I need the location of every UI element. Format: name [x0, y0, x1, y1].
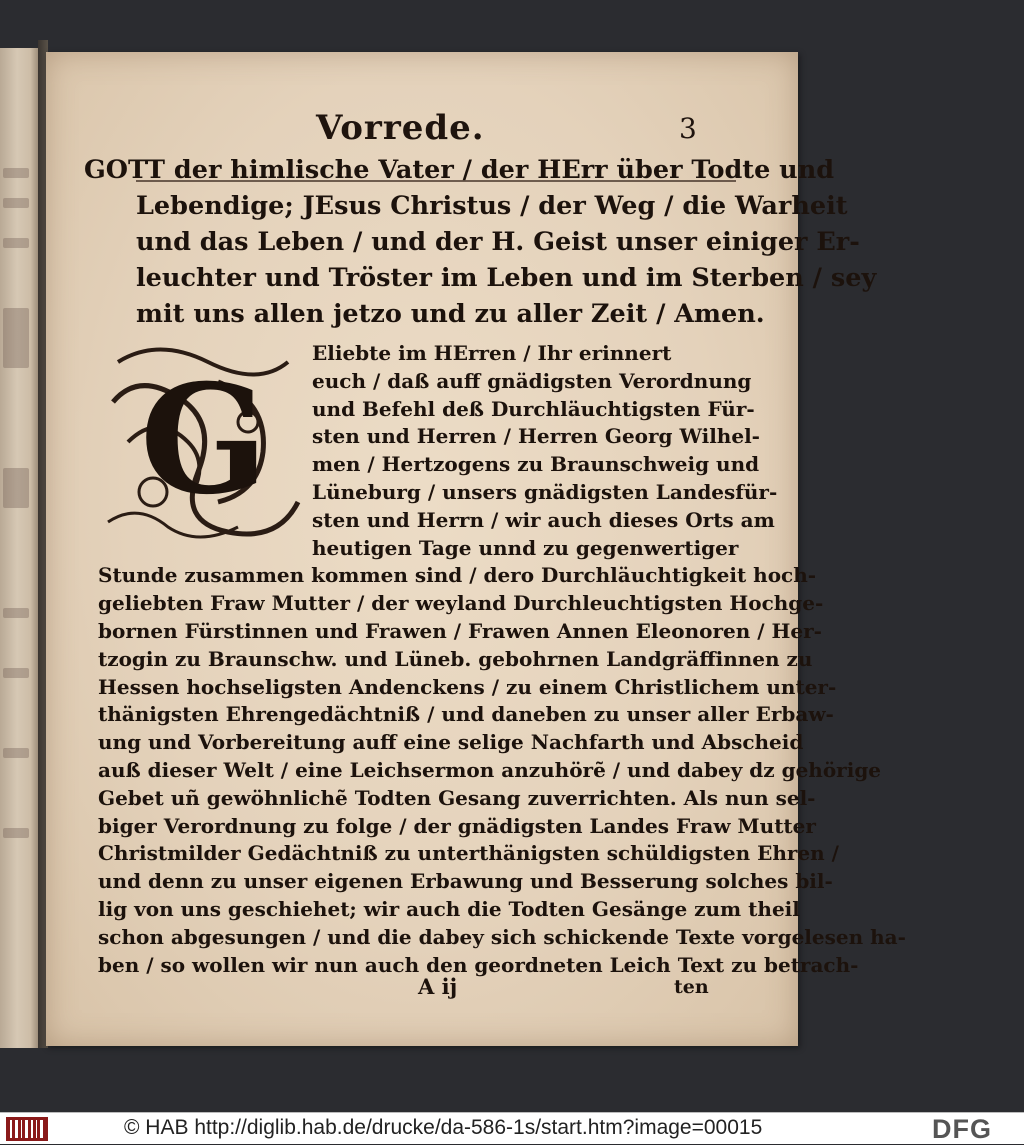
body-text: [98, 340, 906, 979]
text-line: tzogin zu Braunschw. und Lüneb. gebohrnen Landgräffinnen zu: [98, 646, 813, 671]
initial-letter: G: [139, 352, 269, 528]
facing-page-text: [3, 238, 29, 248]
page-number: 3: [679, 112, 697, 145]
text-line: Gebet uñ gewöhnlichẽ Todten Gesang zuverrichten. Als nun sel-: [98, 785, 816, 810]
book-page: [46, 52, 906, 1046]
text-line: sten und Herrn / wir auch dieses Orts am: [312, 507, 775, 532]
attribution-link[interactable]: © HAB http://diglib.hab.de/drucke/da-586-1s/start.htm?image=00015: [124, 1116, 763, 1139]
opening-line: leuchter und Tröster im Leben und im Sterben / sey: [136, 263, 877, 293]
opening-line: Lebendige; JEsus Christus / der Weg / die Warheit: [136, 191, 848, 221]
text-line: thänigsten Ehrengedächtniß / und daneben zu unser aller Erbaw-: [98, 702, 834, 727]
facing-page-edge: [0, 48, 38, 1048]
text-line: lig von uns geschiehet; wir auch die Todten Gesänge zum theil: [98, 896, 800, 921]
text-line: und denn zu unser eigenen Erbawung und Besserung solches bil-: [98, 869, 833, 894]
facing-page-text: [3, 168, 29, 178]
facing-page-text: [3, 608, 29, 618]
facing-page-text: [3, 198, 29, 208]
opening-line: und das Leben / und der H. Geist unser einiger Er-: [136, 227, 860, 257]
text-line: auß dieser Welt / eine Leichsermon anzuhörẽ / und dabey dz gehörige: [98, 757, 882, 782]
text-line: biger Verordnung zu folge / der gnädigsten Landes Fraw Mutter: [98, 813, 816, 838]
text-line: euch / daß auff gnädigsten Verordnung: [312, 368, 752, 393]
opening-line: mit uns allen jetzo und zu aller Zeit / Amen.: [136, 299, 765, 329]
text-line: sten und Herren / Herren Georg Wilhel-: [312, 424, 760, 449]
footer-bar: [0, 1112, 1024, 1144]
facing-page-text: [3, 828, 29, 838]
text-line: Eliebte im HErren / Ihr erinnert: [312, 341, 672, 365]
opening-line: GOTT der himlische Vater / der HErr über Todte und: [84, 155, 835, 185]
running-head: Vorrede.: [316, 108, 485, 148]
opening-benediction: [84, 152, 877, 332]
hab-barcode-icon: [6, 1117, 48, 1141]
facing-page-text: [3, 668, 29, 678]
signature-mark: A ij: [418, 974, 458, 999]
text-line: Lüneburg / unsers gnädigsten Landesfür-: [312, 479, 778, 504]
text-line: bornen Fürstinnen und Frawen / Frawen Annen Eleonoren / Her-: [98, 618, 822, 643]
text-line: ung und Vorbereitung auff eine selige Nachfarth und Abscheid: [98, 730, 804, 755]
text-line: men / Hertzogens zu Braunschweig und: [312, 452, 760, 477]
text-line: Stunde zusammen kommen sind / dero Durchläuchtigkeit hoch-: [98, 563, 817, 588]
facing-page-text: [3, 308, 29, 368]
facing-page-text: [3, 748, 29, 758]
text-line: ben / so wollen wir nun auch den geordneten Leich Text zu betrach-: [98, 952, 859, 977]
catchword: ten: [674, 976, 709, 998]
dfg-logo: DFG: [932, 1114, 992, 1144]
text-line: schon abgesungen / und die dabey sich schickende Texte vorgelesen ha-: [98, 924, 906, 949]
text-line: geliebten Fraw Mutter / der weyland Durchleuchtigsten Hochge-: [98, 591, 824, 616]
text-line: Hessen hochseligsten Andenckens / zu einem Christlichem unter-: [98, 674, 837, 699]
text-line: heutigen Tage unnd zu gegenwertiger: [312, 535, 739, 560]
text-line: Christmilder Gedächtniß zu unterthänigsten schüldigsten Ehren /: [98, 841, 839, 866]
text-line: und Befehl deß Durchläuchtigsten Für-: [312, 396, 755, 421]
facing-page-text: [3, 468, 29, 508]
